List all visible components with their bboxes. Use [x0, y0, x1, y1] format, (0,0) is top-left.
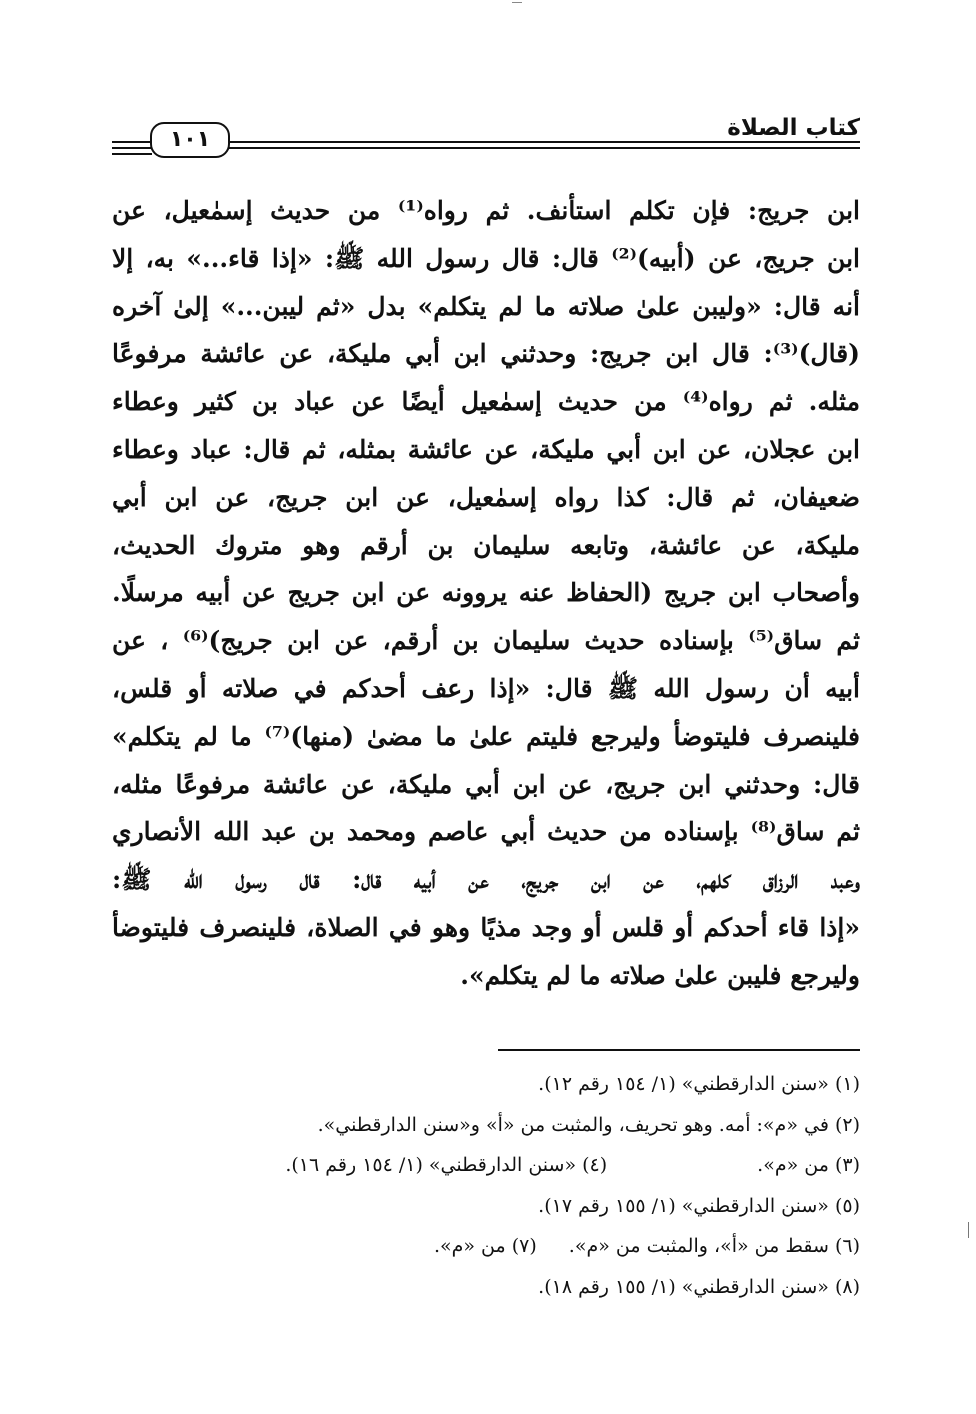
footnotes	[112, 1064, 860, 1308]
text-line: ثم ساق⁽⁸⁾ بإسناده من حديث أبي عاصم ومحمد بن عبد الله الأنصاري	[112, 817, 860, 847]
text-line: وليرجع فليبن علىٰ صلاته ما لم يتكلم».	[460, 960, 860, 990]
text-line: مثله. ثم رواه⁽⁴⁾ من حديث إسمٰعيل أيضًا عن عباد بن كثير وعطاء	[112, 387, 860, 417]
text-line: أنه قال: «وليبن علىٰ صلاته ما لم يتكلم» بدل «ثم ليبن...» إلىٰ آخره	[112, 291, 860, 321]
text-line: وعبد الرزاق كلهم، عن ابن جريج، عن أبيه قال: قال رسول الله ﷺ:	[112, 865, 860, 895]
text-line: ضعيفان، ثم قال: كذا رواه إسمٰعيل، عن ابن جريج، عن ابن أبي	[112, 482, 860, 512]
text-line: ابن جريج: فإن تكلم استأنف. ثم رواه⁽¹⁾ من حديث إسمٰعيل، عن	[112, 196, 860, 225]
text-line: فلينصرف فليتوضأ وليرجع فليتم علىٰ ما مضىٰ (منها)⁽⁷⁾ ما لم يتكلم»	[112, 721, 860, 751]
scan-mark-edge	[968, 1222, 969, 1238]
footnote-line	[112, 1186, 860, 1227]
footnote-6: (٦) سقط من «أ»، والمثبت من «م».	[568, 1235, 860, 1258]
footnote-line	[112, 1145, 860, 1186]
footnote-5: (٥) «سنن الدارقطني» (١/ ١٥٥ رقم ١٧).	[538, 1194, 860, 1217]
page-header	[112, 108, 860, 156]
footnote-1: (١) «سنن الدارقطني» (١/ ١٥٤ رقم ١٢).	[538, 1073, 860, 1095]
running-title: كتاب الصلاة	[727, 115, 860, 141]
text-line: ابن جريج، عن (أبيه)⁽²⁾ قال: قال رسول الله ﷺ: «إذا قاء...» به، إلا	[112, 243, 860, 273]
text-line: «إذا قاء أحدكم أو قلس أو وجد مذيًا وهو في الصلاة، فلينصرف فليتوضأ	[112, 912, 860, 942]
footnote-line	[112, 1064, 860, 1105]
text-line: (قال)⁽³⁾: قال ابن جريج: وحدثني ابن أبي مليكة، عن عائشة مرفوعًا	[112, 339, 860, 369]
footnote-line	[112, 1226, 860, 1267]
footnote-line	[112, 1267, 860, 1308]
scan-mark-top	[512, 2, 522, 3]
footnote-4: (٤) «سنن الدارقطني» (١/ ١٥٤ رقم ١٦).	[285, 1154, 608, 1177]
header-rule-tail	[112, 153, 152, 155]
text-line: قال: وحدثني ابن جريج، عن ابن أبي مليكة، عن عائشة مرفوعًا مثله،	[112, 769, 860, 799]
footnote-2: (٢) في «م»: أمه. وهو تحريف، والمثبت من «أ» و«سنن الدارقطني».	[317, 1113, 860, 1136]
text-line: أبيه أن رسول الله ﷺ قال: «إذا رعف أحدكم في صلاته أو قلس،	[112, 673, 860, 703]
footnote-separator	[498, 1049, 860, 1051]
footnote-line	[112, 1105, 860, 1146]
text-line: ثم ساق⁽⁵⁾ بإسناده حديث سليمان بن أرقم، عن ابن جريج)⁽⁶⁾ ، عن	[112, 626, 860, 656]
text-line: وأصحاب ابن جريج (الحفاظ عنه يروونه عن ابن جريج عن أبيه مرسلًا.	[112, 578, 860, 608]
footnote-7: (٧) من «م».	[433, 1235, 537, 1258]
text-line: مليكة، عن عائشة، وتابعه سليمان بن أرقم وهو متروك الحديث،	[112, 530, 860, 560]
page-number: ١٠١	[150, 122, 230, 158]
footnote-8: (٨) «سنن الدارقطني» (١/ ١٥٥ رقم ١٨).	[538, 1275, 860, 1298]
main-text	[112, 187, 860, 1000]
footnote-3: (٣) من «م».	[757, 1154, 860, 1177]
text-line: ابن عجلان، عن ابن أبي مليكة، عن عائشة بمثله، ثم قال: عباد وعطاء	[112, 434, 860, 464]
